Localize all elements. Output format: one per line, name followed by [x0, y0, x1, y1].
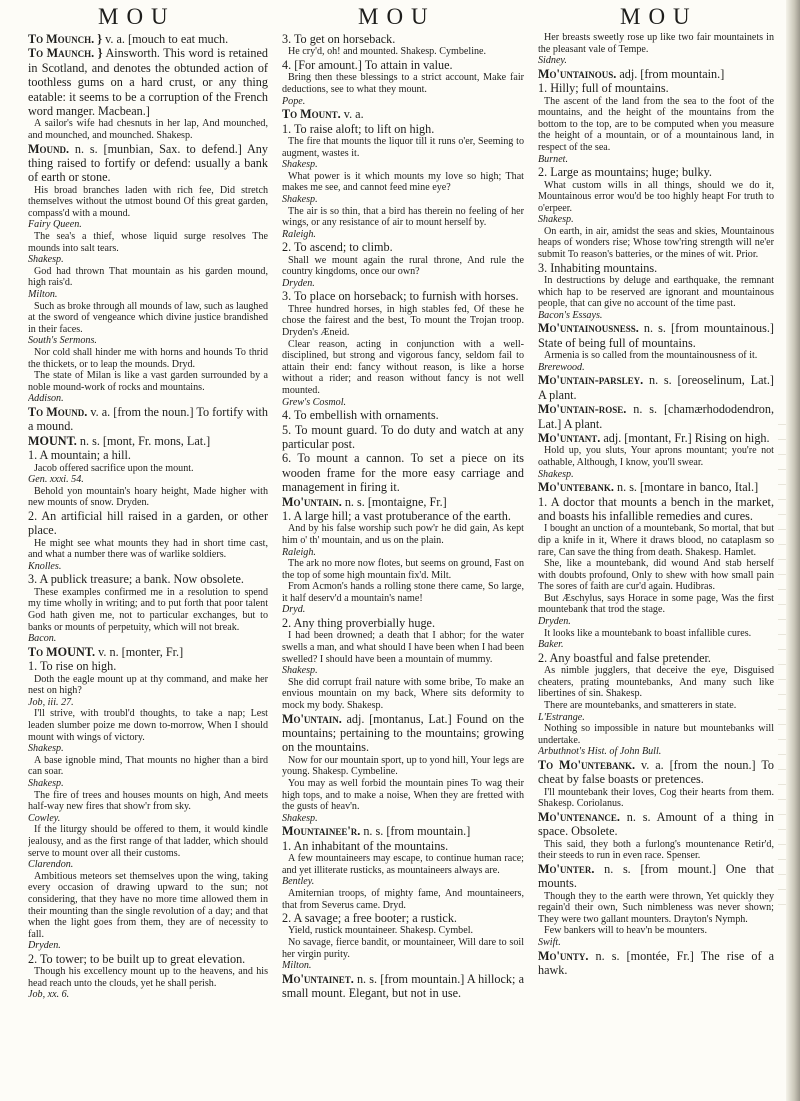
- entry-definition: n. s. [from mountain.]: [360, 824, 471, 839]
- entry-definition: 1. Hilly; full of mountains.: [538, 81, 669, 96]
- citation-source: Arbuthnot's Hist. of John Bull.: [538, 746, 662, 758]
- citation-source: Shakesp.: [28, 777, 64, 789]
- citation-quote: Her breasts sweetly rose up like two fair mountainets in the pleasant vale of Tempe.: [538, 32, 774, 55]
- citation-quote: Nothing so impossible in nature but mountebanks will undertake.: [538, 723, 774, 746]
- citation-quote: Shall we mount again the rural throne, And rule the country kingdoms, once our own?: [282, 254, 524, 278]
- citation-quote: Now for our mountain sport, up to yond hill, Your legs are young. Shakesp. Cymbeline.: [282, 754, 524, 778]
- citation-source: Addison.: [28, 393, 64, 405]
- entry-headword: Mo'untainousness.: [538, 321, 639, 336]
- dictionary-entry: [538, 402, 774, 431]
- entry-definition: 2. Any boastful and false pretender.: [538, 650, 711, 665]
- entry-definition: n. s. [montée, Fr.] The rise of a hawk.: [538, 948, 774, 978]
- entry-headword: Mo'untain-parsley.: [538, 373, 644, 388]
- citation-quote: Hold up, you sluts, Your aprons mountant; you're not oathable, Although, I know, you'll swear.: [538, 445, 774, 468]
- entry-headword: To Mount.: [282, 107, 341, 122]
- citation-source: Shakesp.: [282, 159, 318, 171]
- citation-quote: If the liturgy should be offered to them, it would kindle jealousy, and as the first range of that ladder, which should serve to mount over all their customs.: [28, 824, 268, 859]
- citation-quote: The sea's a thief, whose liquid surge resolves The mounds into salt tears.: [28, 231, 268, 254]
- dictionary-entry: [538, 373, 774, 402]
- citation-quote: The ascent of the land from the sea to the foot of the mountains, and the height of the mountains from the bottom to the top, are to be computed when you measure the height of a mountain, or of a mountainous land, in respect of the sea.: [538, 95, 774, 153]
- citation-source: Bentley.: [282, 876, 315, 888]
- entry-definition: 2. A savage; a free booter; a rustick.: [282, 911, 457, 926]
- citation-source: Shakesp.: [282, 665, 318, 677]
- citation-quote: I bought an unction of a mountebank, So mortal, that but dip a knife in it, Where it draws blood, no cataplasm so rare, Can save the thing from death. Shakesp. Hamlet.: [538, 523, 774, 558]
- citation-quote: A few mountaineers may escape, to continue human race; and yet illiterate rusticks, as mountaineers always are.: [282, 853, 524, 876]
- dictionary-entry: [28, 952, 268, 966]
- entry-headword: Mo'untainet.: [282, 971, 354, 986]
- entry-headword: Mo'untebank.: [538, 480, 614, 495]
- entry-definition: 3. To place on horseback; to furnish with horses.: [282, 289, 519, 304]
- entry-definition: n. s. [from mount.] One that mounts.: [538, 861, 774, 891]
- citation-source: Shakesp.: [538, 214, 574, 226]
- dictionary-entry: [538, 758, 774, 787]
- entry-definition: n. s. [munbian, Sax. to defend.] Any thing raised to fortify or defend: usually a bank of earth or stone.: [28, 141, 268, 185]
- citation-quote: He might see what mounts they had in short time cast, and what a number there was of warlike soldiers.: [28, 537, 268, 561]
- citation-source: Sidney.: [538, 55, 567, 67]
- entry-definition: n. s. [montare in banco, Ital.]: [613, 480, 759, 495]
- entry-headword: To MOUNT.: [28, 644, 96, 659]
- entry-definition: 4. [For amount.] To attain in value.: [282, 57, 453, 72]
- citation-source: Swift.: [538, 937, 561, 949]
- citation-quote: I'll mountebank their loves, Cog their hearts from them. Shakesp. Coriolanus.: [538, 786, 774, 810]
- citation-quote: This said, they both a furlong's mountenance Retir'd, their steeds to run in even race. Spenser.: [538, 838, 774, 862]
- citation-quote: Doth the eagle mount up at thy command, and make her nest on high?: [28, 673, 268, 697]
- entry-headword: Mo'untenance.: [538, 809, 620, 824]
- citation-quote: Though his excellency mount up to the heavens, and his head reach unto the clouds, yet he shall perish.: [28, 966, 268, 989]
- entry-definition: 2. To ascend; to climb.: [282, 240, 393, 255]
- dictionary-entry: [282, 712, 524, 755]
- entry-headword: To Mo'untebank.: [538, 757, 636, 772]
- citation-source: Dryden.: [28, 940, 61, 952]
- entry-definition: 2. Any thing proverbially huge.: [282, 616, 435, 631]
- entry-headword: Mo'untain-rose.: [538, 402, 627, 417]
- page-gutter-shadow: [778, 410, 786, 910]
- entry-headword: To Mound.: [28, 404, 88, 419]
- citation-quote: The state of Milan is like a vast garden surrounded by a noble mound-work of rocks and mountains.: [28, 370, 268, 393]
- citation-quote: The fire of trees and houses mounts on high, And meets half-way new fires that show'r from sky.: [28, 789, 268, 813]
- entry-definition: n. s. [mont, Fr. mons, Lat.]: [76, 433, 211, 448]
- entry-definition: 3. To get on horseback.: [282, 32, 396, 46]
- header-right-keyword: MOU: [620, 4, 698, 29]
- citation-quote: His broad branches laden with rich fee, Did stretch themselves without the utmost bound Of this great garden, compass'd with a mound.: [28, 184, 268, 219]
- entry-definition: n. s. Amount of a thing in space. Obsolete.: [538, 809, 774, 839]
- header-left-keyword: MOU: [98, 4, 176, 29]
- entry-headword: Mo'untain.: [282, 711, 342, 726]
- dictionary-entry: [282, 451, 524, 494]
- citation-quote: I had been drowned; a death that I abhor; for the water swells a man, and what should I have been when I had been swelled? I should have been a mountain of mummy.: [282, 630, 524, 665]
- citation-source: Grew's Cosmol.: [282, 396, 347, 408]
- dictionary-entry: [282, 408, 524, 422]
- entry-definition: Ainsworth. This word is retained in Scotland, and denotes the obtunded action of toothless gums on a hard crust, or any thing eatable: it seems to be a corruption of the French word manger. Macbean.]: [28, 46, 268, 118]
- dictionary-entry: [538, 651, 774, 665]
- dictionary-entry: [538, 949, 774, 978]
- entry-headword: Mound.: [28, 141, 70, 156]
- dictionary-entry: [538, 480, 774, 494]
- citation-source: Raleigh.: [282, 546, 316, 558]
- citation-quote: In destructions by deluge and earthquake, the remnant which hap to be reserved are ignorant and mountainous people, that can give no account of the time past.: [538, 275, 774, 310]
- dictionary-entry: [282, 495, 524, 509]
- citation-source: Burnet.: [538, 153, 568, 165]
- citation-quote: As nimble jugglers, that deceive the eye, Disguised cheaters, prating mountebanks, And many such like libertines of sin. Shakesp.: [538, 665, 774, 700]
- citation-quote: There are mountebanks, and smatterers in state.: [544, 700, 737, 712]
- citation-quote: Armenia is so called from the mountainousness of it.: [544, 350, 758, 362]
- dictionary-entry: [538, 81, 774, 95]
- citation-source: Fairy Queen.: [28, 219, 82, 231]
- citation-source: Shakesp.: [28, 743, 64, 755]
- entry-definition: v. n. [monter, Fr.]: [95, 644, 184, 659]
- citation-source: Shakesp.: [282, 193, 318, 205]
- dictionary-entry: [282, 839, 524, 853]
- entry-headword: Mo'unter.: [538, 861, 595, 876]
- citation-quote: The ark no more now flotes, but seems on ground, Fast on the top of some high mountain fix'd. Milt.: [282, 558, 524, 581]
- citation-source: Knolles.: [28, 560, 62, 572]
- entry-headword: To Mounch. }: [28, 32, 103, 46]
- dictionary-entry: [538, 495, 774, 524]
- citation-source: Dryden.: [282, 277, 315, 289]
- dictionary-entry: [28, 434, 268, 448]
- citation-source: Shakesp.: [282, 812, 318, 824]
- entry-headword: Mo'untant.: [538, 430, 601, 445]
- entry-headword: MOUNT.: [28, 433, 77, 448]
- dictionary-entry: [538, 431, 774, 445]
- citation-source: Baker.: [538, 639, 564, 651]
- dictionary-entry: [282, 509, 524, 523]
- citation-source: Clarendon.: [28, 859, 74, 871]
- entry-definition: 2. Large as mountains; huge; bulky.: [538, 165, 712, 180]
- citation-quote: Few bankers will to heav'n be mounters.: [544, 925, 708, 937]
- citation-quote: A sailor's wife had chesnuts in her lap, And mounched, and mounched, and mounched. Shakesp.: [28, 118, 268, 141]
- citation-source: Job, xx. 6.: [28, 989, 70, 1001]
- citation-quote: What custom wills in all things, should we do it, Mountainous error wou'd be too highly heapt For truth to o'erpeer.: [538, 179, 774, 214]
- dictionary-entry: [28, 448, 268, 462]
- entry-definition: 3. A publick treasure; a bank. Now obsolete.: [28, 572, 244, 587]
- entry-definition: 1. An inhabitant of the mountains.: [282, 838, 449, 853]
- entry-headword: Mo'untainous.: [538, 66, 617, 81]
- citation-quote: Yield, rustick mountaineer. Shakesp. Cymbel.: [288, 925, 474, 937]
- citation-source: Dryden.: [538, 616, 571, 628]
- dictionary-entry: [538, 810, 774, 839]
- citation-quote: But Æschylus, says Horace in some page, Was the first mountebank that trod the stage.: [538, 592, 774, 616]
- entry-definition: v. a. [from the noun.] To fortify with a mound.: [28, 404, 268, 434]
- dictionary-entry: [538, 862, 774, 891]
- entry-headword: To Maunch. }: [28, 46, 103, 61]
- citation-source: South's Sermons.: [28, 335, 97, 347]
- citation-source: Brerewood.: [538, 361, 585, 373]
- citation-quote: He cry'd, oh! and mounted. Shakesp. Cymbeline.: [288, 46, 487, 58]
- entry-definition: 1. A mountain; a hill.: [28, 448, 131, 463]
- dictionary-entry: [28, 46, 268, 118]
- citation-quote: She did corrupt frail nature with some bribe, To make an envious mountain on my back, Where sits deformity to mock my body. Shakesp.: [282, 676, 524, 712]
- citation-quote: Such as broke through all mounds of law, such as laughed at the sword of vengeance which divine justice brandished in their faces.: [28, 300, 268, 335]
- entry-definition: 1. A doctor that mounts a bench in the market, and boasts his infallible remedies and cures.: [538, 494, 774, 523]
- citation-quote: A base ignoble mind, That mounts no higher than a bird can soar.: [28, 754, 268, 778]
- entry-definition: 5. To mount guard. To do duty and watch at any particular post.: [282, 422, 524, 451]
- book-binding-edge: [786, 0, 800, 1101]
- citation-quote: Three hundred horses, in high stables fed, Of these he chose the fairest and the best, To mount the Trojan troop. Dryden's Æneid.: [282, 303, 524, 339]
- dictionary-entry: [538, 67, 774, 81]
- dictionary-entry: [282, 824, 524, 838]
- dictionary-entry: [282, 32, 524, 46]
- entry-definition: n. s. [chamærhododendron, Lat.] A plant.: [538, 402, 774, 431]
- entry-definition: 1. A large hill; a vast protuberance of the earth.: [282, 508, 511, 523]
- entry-definition: v. a.: [340, 107, 364, 122]
- citation-source: Bacon.: [28, 633, 57, 645]
- citation-source: Bacon's Essays.: [538, 309, 603, 321]
- dictionary-entry: [28, 32, 268, 46]
- entry-definition: n. s. [montaigne, Fr.]: [341, 494, 447, 509]
- citation-quote: And by his false worship such pow'r he did gain, As kept him o' th' mountain, and us on the plain.: [282, 523, 524, 546]
- dictionary-column-middle: [282, 32, 524, 1092]
- dictionary-entry: [28, 659, 268, 673]
- entry-definition: adj. [montanus, Lat.] Found on the mountains; pertaining to the mountains; growing on the mountains.: [282, 711, 524, 755]
- entry-definition: 2. An artificial hill raised in a garden, or other place.: [28, 508, 268, 538]
- citation-quote: She, like a mountebank, did wound And stab herself with doubts profound, Only to shew with how small pain The sores of faith are cur'd again. Hudibras.: [538, 558, 774, 593]
- citation-quote: No savage, fierce bandit, or mountaineer, Will dare to soil her virgin purity.: [282, 937, 524, 960]
- citation-source: Dryd.: [282, 604, 306, 616]
- citation-quote: Bring then these blessings to a strict account, Make fair deductions, see to what they mount.: [282, 72, 524, 95]
- header-middle-keyword: MOU: [358, 4, 436, 29]
- citation-quote: Clear reason, acting in conjunction with a well-disciplined, but strong and vigorous fancy, seldom fail to attain their end: fancy without reason, is like a horse without a rider; and reason without fancy is not well mounted.: [282, 338, 524, 396]
- dictionary-entry: [282, 616, 524, 630]
- citation-source: Shakesp.: [538, 468, 574, 480]
- citation-quote: I'll strive, with troubl'd thoughts, to take a nap; Lest leaden slumber poize me down to-morrow, When I should mount with wings of victory.: [28, 708, 268, 743]
- entry-definition: v. a. [from the noun.] To cheat by false boasts or pretences.: [538, 757, 774, 787]
- citation-quote: On earth, in air, amidst the seas and skies, Mountainous heaps of wonders rise; Whose tow'ring strength will ne'er submit To reason's batteries, or the mines of wit. Prior.: [538, 225, 774, 261]
- entry-definition: v. a. [mouch to eat much.: [102, 32, 229, 46]
- dictionary-column-left: [28, 32, 268, 1092]
- dictionary-entry: [282, 972, 524, 1001]
- entry-definition: 1. To raise aloft; to lift on high.: [282, 121, 435, 136]
- entry-definition: 1. To rise on high.: [28, 659, 117, 674]
- citation-quote: Amiternian troops, of mighty fame, And mountaineers, that from Severus came. Dryd.: [282, 887, 524, 911]
- citation-quote: God had thrown That mountain as his garden mound, high rais'd.: [28, 265, 268, 289]
- citation-quote: Nor cold shall hinder me with horns and hounds To thrid the thickets, or to leap the mounds. Dryd.: [28, 347, 268, 370]
- citation-source: Gen. xxxi. 54.: [28, 474, 84, 486]
- dictionary-entry: [282, 122, 524, 136]
- dictionary-entry: [282, 107, 524, 121]
- citation-quote: From Acmon's hands a rolling stone there came, So large, it half deserv'd a mountain's name!: [282, 581, 524, 604]
- citation-quote: Jacob offered sacrifice upon the mount.: [34, 462, 194, 474]
- citation-source: Raleigh.: [282, 228, 316, 240]
- citation-quote: The fire that mounts the liquor till it runs o'er, Seeming to augment, wastes it.: [282, 135, 524, 159]
- entry-headword: Mo'untain.: [282, 494, 342, 509]
- citation-quote: The air is so thin, that a bird has therein no feeling of her wings, or any resistance of air to mount herself by.: [282, 205, 524, 229]
- citation-source: Milton.: [282, 960, 312, 972]
- entry-headword: Mo'unty.: [538, 948, 589, 963]
- citation-quote: Behold yon mountain's hoary height, Made higher with new mounts of snow. Dryden.: [28, 485, 268, 509]
- dictionary-entry: [28, 509, 268, 538]
- citation-quote: Ambitious meteors set themselves upon the wing, taking every occasion of drawing upward to the sun; not considering, that they have no more time allowed them in their mounting than the single revolution of a day; and that when the light goes from them, they are of necessity to fall.: [28, 870, 268, 940]
- citation-quote: It looks like a mountebank to boast infallible cures.: [544, 627, 752, 639]
- citation-source: Pope.: [282, 95, 306, 107]
- dictionary-entry: [538, 321, 774, 350]
- dictionary-entry: [538, 261, 774, 275]
- dictionary-entry: [282, 240, 524, 254]
- citation-source: L'Estrange.: [538, 711, 585, 723]
- citation-source: Job, iii. 27.: [28, 696, 74, 708]
- dictionary-entry: [28, 572, 268, 586]
- entry-definition: adj. [from mountain.]: [616, 66, 725, 81]
- entry-definition: n. s. [from mountainous.] State of being full of mountains.: [538, 321, 774, 350]
- page-header: [0, 4, 800, 28]
- dictionary-entry: [282, 911, 524, 925]
- citation-quote: You may as well forbid the mountain pines To wag their high tops, and to make a noise, When they are fretted with the gusts of heav'n.: [282, 777, 524, 813]
- dictionary-entry: [538, 165, 774, 179]
- dictionary-entry: [28, 142, 268, 185]
- entry-definition: adj. [montant, Fr.] Rising on high.: [600, 430, 770, 445]
- entry-definition: 2. To tower; to be built up to great elevation.: [28, 951, 246, 966]
- citation-source: Cowley.: [28, 812, 61, 824]
- citation-quote: Though they to the earth were thrown, Yet quickly they regain'd their own, Such nimbleness was never shown; They were two gallant mounters. Drayton's Nymph.: [538, 890, 774, 925]
- citation-source: Milton.: [28, 289, 58, 301]
- dictionary-entry: [282, 58, 524, 72]
- dictionary-entry: [282, 423, 524, 452]
- entry-headword: Mountainee'r.: [282, 824, 361, 839]
- dictionary-entry: [28, 645, 268, 659]
- citation-quote: What power is it which mounts my love so high; That makes me see, and cannot feed mine eye?: [282, 170, 524, 194]
- entry-definition: 6. To mount a cannon. To set a piece on its wooden frame for the more easy carriage and management in firing it.: [282, 451, 524, 495]
- dictionary-entry: [282, 289, 524, 303]
- entry-definition: 3. Inhabiting mountains.: [538, 260, 658, 275]
- entry-definition: n. s. [oreoselinum, Lat.] A plant.: [538, 373, 774, 402]
- dictionary-entry: [28, 405, 268, 434]
- entry-definition: n. s. [from mountain.] A hillock; a small mount. Elegant, but not in use.: [282, 971, 524, 1001]
- dictionary-column-right: [538, 32, 774, 1092]
- citation-source: Shakesp.: [28, 254, 64, 266]
- entry-definition: 4. To embellish with ornaments.: [282, 408, 439, 423]
- citation-quote: These examples confirmed me in a resolution to spend my time wholly in writing; and to put forth that poor talent God hath given me, not to particular exchanges, but to banks or mounts of perpetuity, which will not break.: [28, 586, 268, 633]
